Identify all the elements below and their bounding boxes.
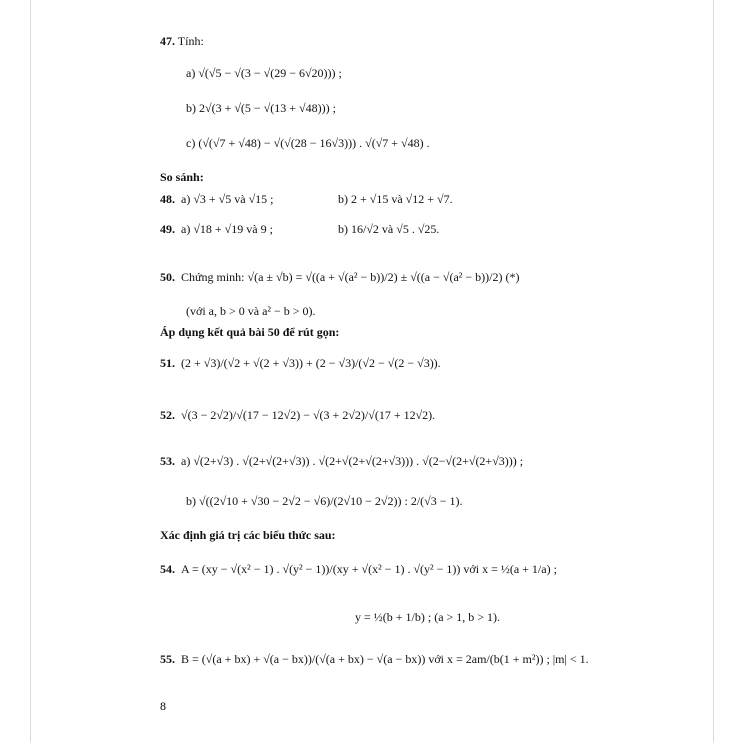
compare-heading: So sánh:	[160, 170, 204, 184]
problem-48-b: b) 2 + √15 và √12 + √7.	[338, 192, 453, 206]
problem-47-a: a) √(√5 − √(3 − √(29 − 6√20))) ;	[186, 66, 342, 80]
apply-heading: Áp dụng kết quả bài 50 để rút gọn:	[160, 325, 340, 339]
problem-55: 55. B = (√(a + bx) + √(a − bx))/(√(a + bx) − √(a − bx)) với x = 2am/(b(1 + m²)) ; |m| < 1.	[160, 652, 589, 666]
problem-47-title: 47. Tính:	[160, 34, 204, 48]
page-number: 8	[160, 699, 166, 713]
problem-48: 48. a) √3 + √5 và √15 ;	[160, 192, 274, 206]
problem-49-b: b) 16/√2 và √5 . √25.	[338, 222, 440, 236]
problem-49: 49. a) √18 + √19 và 9 ;	[160, 222, 273, 236]
problem-52: 52. √(3 − 2√2)/√(17 − 12√2) − √(3 + 2√2)/√(17 + 12√2).	[160, 408, 436, 422]
problem-47-c: c) (√(√7 + √48) − √(√(28 − 16√3))) . √(√7 + √48) .	[186, 136, 430, 150]
problem-51: 51. (2 + √3)/(√2 + √(2 + √3)) + (2 − √3)/(√2 − √(2 − √3)).	[160, 356, 441, 370]
problem-50-condition: (với a, b > 0 và a² − b > 0).	[186, 304, 316, 318]
document-page	[30, 0, 714, 742]
problem-53-a: 53. a) √(2+√3) . √(2+√(2+√3)) . √(2+√(2+√(2+√3))) . √(2−√(2+√(2+√3))) ;	[160, 454, 524, 468]
problem-47-b: b) 2√(3 + √(5 − √(13 + √48))) ;	[186, 101, 336, 115]
problem-54-line2: y = ½(b + 1/b) ; (a > 1, b > 1).	[355, 610, 501, 624]
determine-heading: Xác định giá trị các biểu thức sau:	[160, 528, 336, 542]
problem-53-b: b) √((2√10 + √30 − 2√2 − √6)/(2√10 − 2√2)) : 2/(√3 − 1).	[186, 494, 463, 508]
problem-54-line1: 54. A = (xy − √(x² − 1) . √(y² − 1))/(xy + √(x² − 1) . √(y² − 1)) với x = ½(a + 1/a) ;	[160, 562, 557, 576]
problem-50: 50. Chứng minh: √(a ± √b) = √((a + √(a² − b))/2) ± √((a − √(a² − b))/2) (*)	[160, 270, 520, 284]
